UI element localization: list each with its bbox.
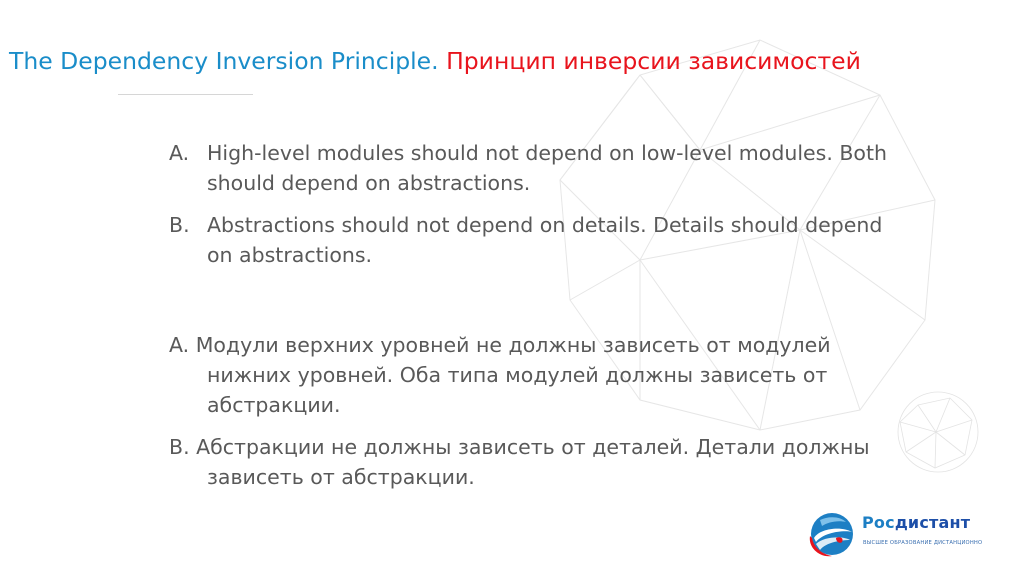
slide-title-ru: Принцип инверсии зависимостей — [446, 47, 861, 75]
principle-en-a — [169, 138, 909, 198]
principles-ru — [169, 330, 909, 492]
principle-en-a-text: High-level modules should not depend on low-level modules. Both should depend on abstractions. — [207, 141, 887, 195]
principle-en-b-marker: B. — [169, 213, 190, 237]
principle-en-b-text: Abstractions should not depend on details. Details should depend on abstractions. — [207, 213, 883, 267]
title-underline — [118, 94, 253, 95]
principle-en-a-marker: A. — [169, 141, 190, 165]
principle-ru-b: B. Абстракции не должны зависеть от деталей. Детали должны зависеть от абстракции. — [169, 435, 870, 489]
slide-title-en: The Dependency Inversion Principle. — [9, 47, 439, 75]
rosdistant-logo-name — [862, 513, 970, 533]
rosdistant-logo-name-part2: дистант — [894, 513, 971, 532]
slide-content — [169, 138, 909, 492]
rosdistant-logo-name-part1: Рос — [862, 513, 895, 532]
principle-en-b — [169, 210, 909, 270]
rosdistant-logo-icon — [806, 508, 858, 560]
principle-ru-a: A. Модули верхних уровней не должны зависеть от модулей нижних уровней. Оба типа модулей должны зависеть от абстракции. — [169, 333, 831, 417]
rosdistant-logo — [806, 508, 1006, 560]
rosdistant-logo-tagline: ВЫСШЕЕ ОБРАЗОВАНИЕ ДИСТАНЦИОННО — [863, 540, 983, 546]
slide-title — [9, 44, 869, 78]
